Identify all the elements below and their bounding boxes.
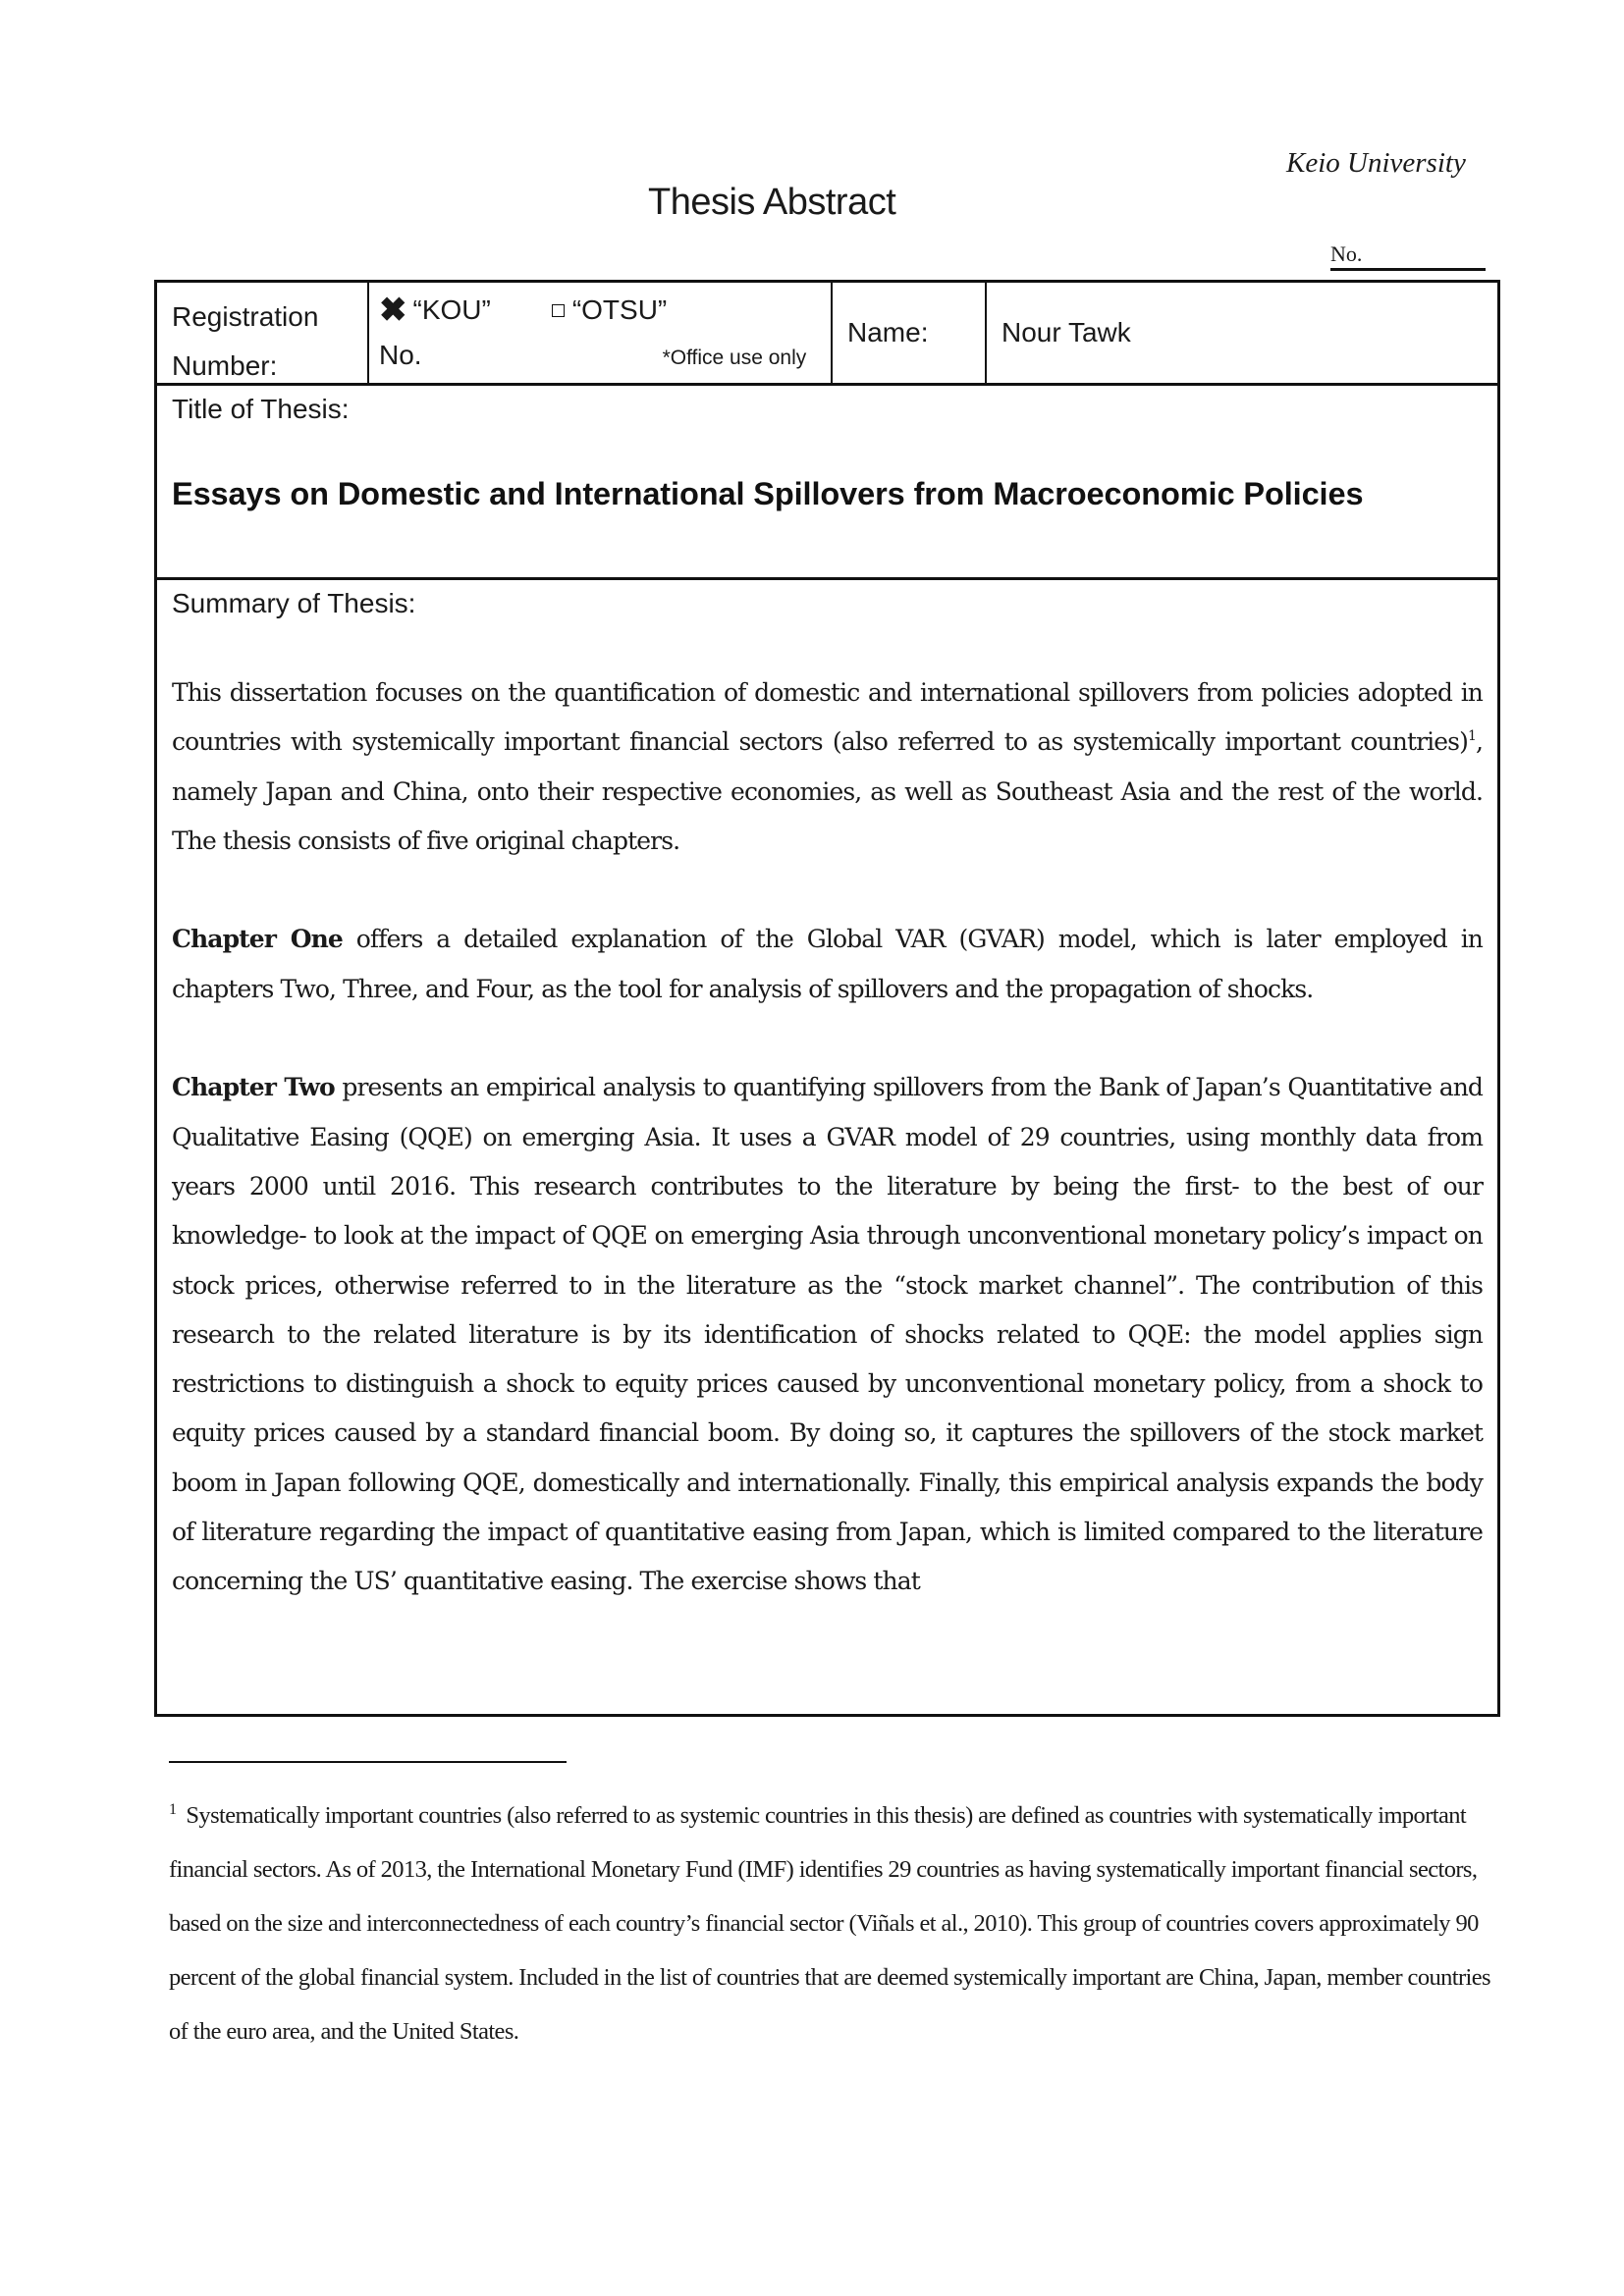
university-name: Keio University <box>1286 147 1466 179</box>
otsu-checkbox-icon[interactable] <box>552 304 565 317</box>
office-use-note: *Office use only <box>662 347 807 369</box>
summary-body <box>172 668 1483 1607</box>
kou-label: “KOU” <box>412 294 491 325</box>
summary-paragraph-intro <box>172 668 1483 866</box>
registration-no-label: No. <box>379 340 422 370</box>
intro-text-a: This dissertation focuses on the quantification of domestic and international spillovers from policies adopted in countries with systemically important financial sectors (also referred to as systemically important countries) <box>172 678 1483 757</box>
registration-label-line2: Number: <box>172 350 278 381</box>
footnote-number: 1 <box>169 1801 177 1818</box>
thesis-title-row <box>157 386 1497 580</box>
otsu-label: “OTSU” <box>571 294 668 325</box>
chapter-two-heading: Chapter Two <box>172 1073 335 1102</box>
registration-kind-cell <box>369 283 833 383</box>
chapter-two-text: presents an empirical analysis to quantifying spillovers from the Bank of Japan’s Quantitative and Qualitative Easing (QQE) on emerging Asia. It uses a GVAR model of 29 countries, using monthly data from years 2000 until 2016. This research contributes to the literature by being the first- to the best of our knowledge- to look at the impact of QQE on emerging Asia through unconventional monetary policy’s impact on stock prices, otherwise referred to in the literature as the “stock market channel”. The contribution of this research to the related literature is by its identification of shocks related to QQE: the model applies sign restrictions to distinguish a shock to equity prices caused by unconventional monetary policy, from a shock to equity prices caused by a standard financial boom. By doing so, it captures the spillovers of the stock market boom in Japan following QQE, domestically and internationally. Finally, this empirical analysis expands the body of literature regarding the impact of quantitative easing from Japan, which is limited compared to the literature concerning the US’ quantitative easing. The exercise shows that <box>172 1073 1483 1596</box>
footnote-ref[interactable]: 1 <box>1467 728 1476 745</box>
footnote-separator <box>169 1761 567 1763</box>
kou-checkbox-checked-icon[interactable]: ✖ <box>379 292 407 329</box>
intro-text-b: , namely Japan and China, onto their respective economies, as well as Southeast Asia and the rest of the world. The thesis consists of five original chapters. <box>172 727 1483 855</box>
summary-paragraph-chapter-two <box>172 1063 1483 1606</box>
chapter-one-text: offers a detailed explanation of the Global VAR (GVAR) model, which is later employed in chapters Two, Three, and Four, as the tool for analysis of spillovers and the propagation of shocks. <box>172 925 1483 1003</box>
name-value: Nour Tawk <box>1001 317 1131 347</box>
title-label: Title of Thesis: <box>172 394 350 424</box>
chapter-one-heading: Chapter One <box>172 925 343 954</box>
summary-paragraph-chapter-one <box>172 915 1483 1014</box>
document-number-field: No. <box>1330 241 1486 271</box>
name-label: Name: <box>833 283 987 383</box>
abstract-form <box>154 280 1500 1717</box>
footnote <box>169 1789 1504 2058</box>
page-title: Thesis Abstract <box>648 182 896 223</box>
registration-label <box>157 283 369 383</box>
footnote-text: Systematically important countries (also referred to as systemic countries in this thesis) are defined as countries with systematically important financial sectors. As of 2013, the International Monetary Fund (IMF) identifies 29 countries as having systematically important financial sectors, based on the size and interconnectedness of each country’s financial sector (Viñals et al., 2010). This group of countries covers approximately 90 percent of the global financial system. Included in the list of countries that are deemed systemically important are China, Japan, member countries of the euro area, and the United States. <box>169 1802 1490 2045</box>
registration-label-line1: Registration <box>172 301 319 332</box>
registration-row <box>157 283 1497 386</box>
thesis-title: Essays on Domestic and International Spillovers from Macroeconomic Policies <box>172 476 1364 511</box>
summary-row <box>157 580 1497 1714</box>
summary-label: Summary of Thesis: <box>172 588 416 618</box>
